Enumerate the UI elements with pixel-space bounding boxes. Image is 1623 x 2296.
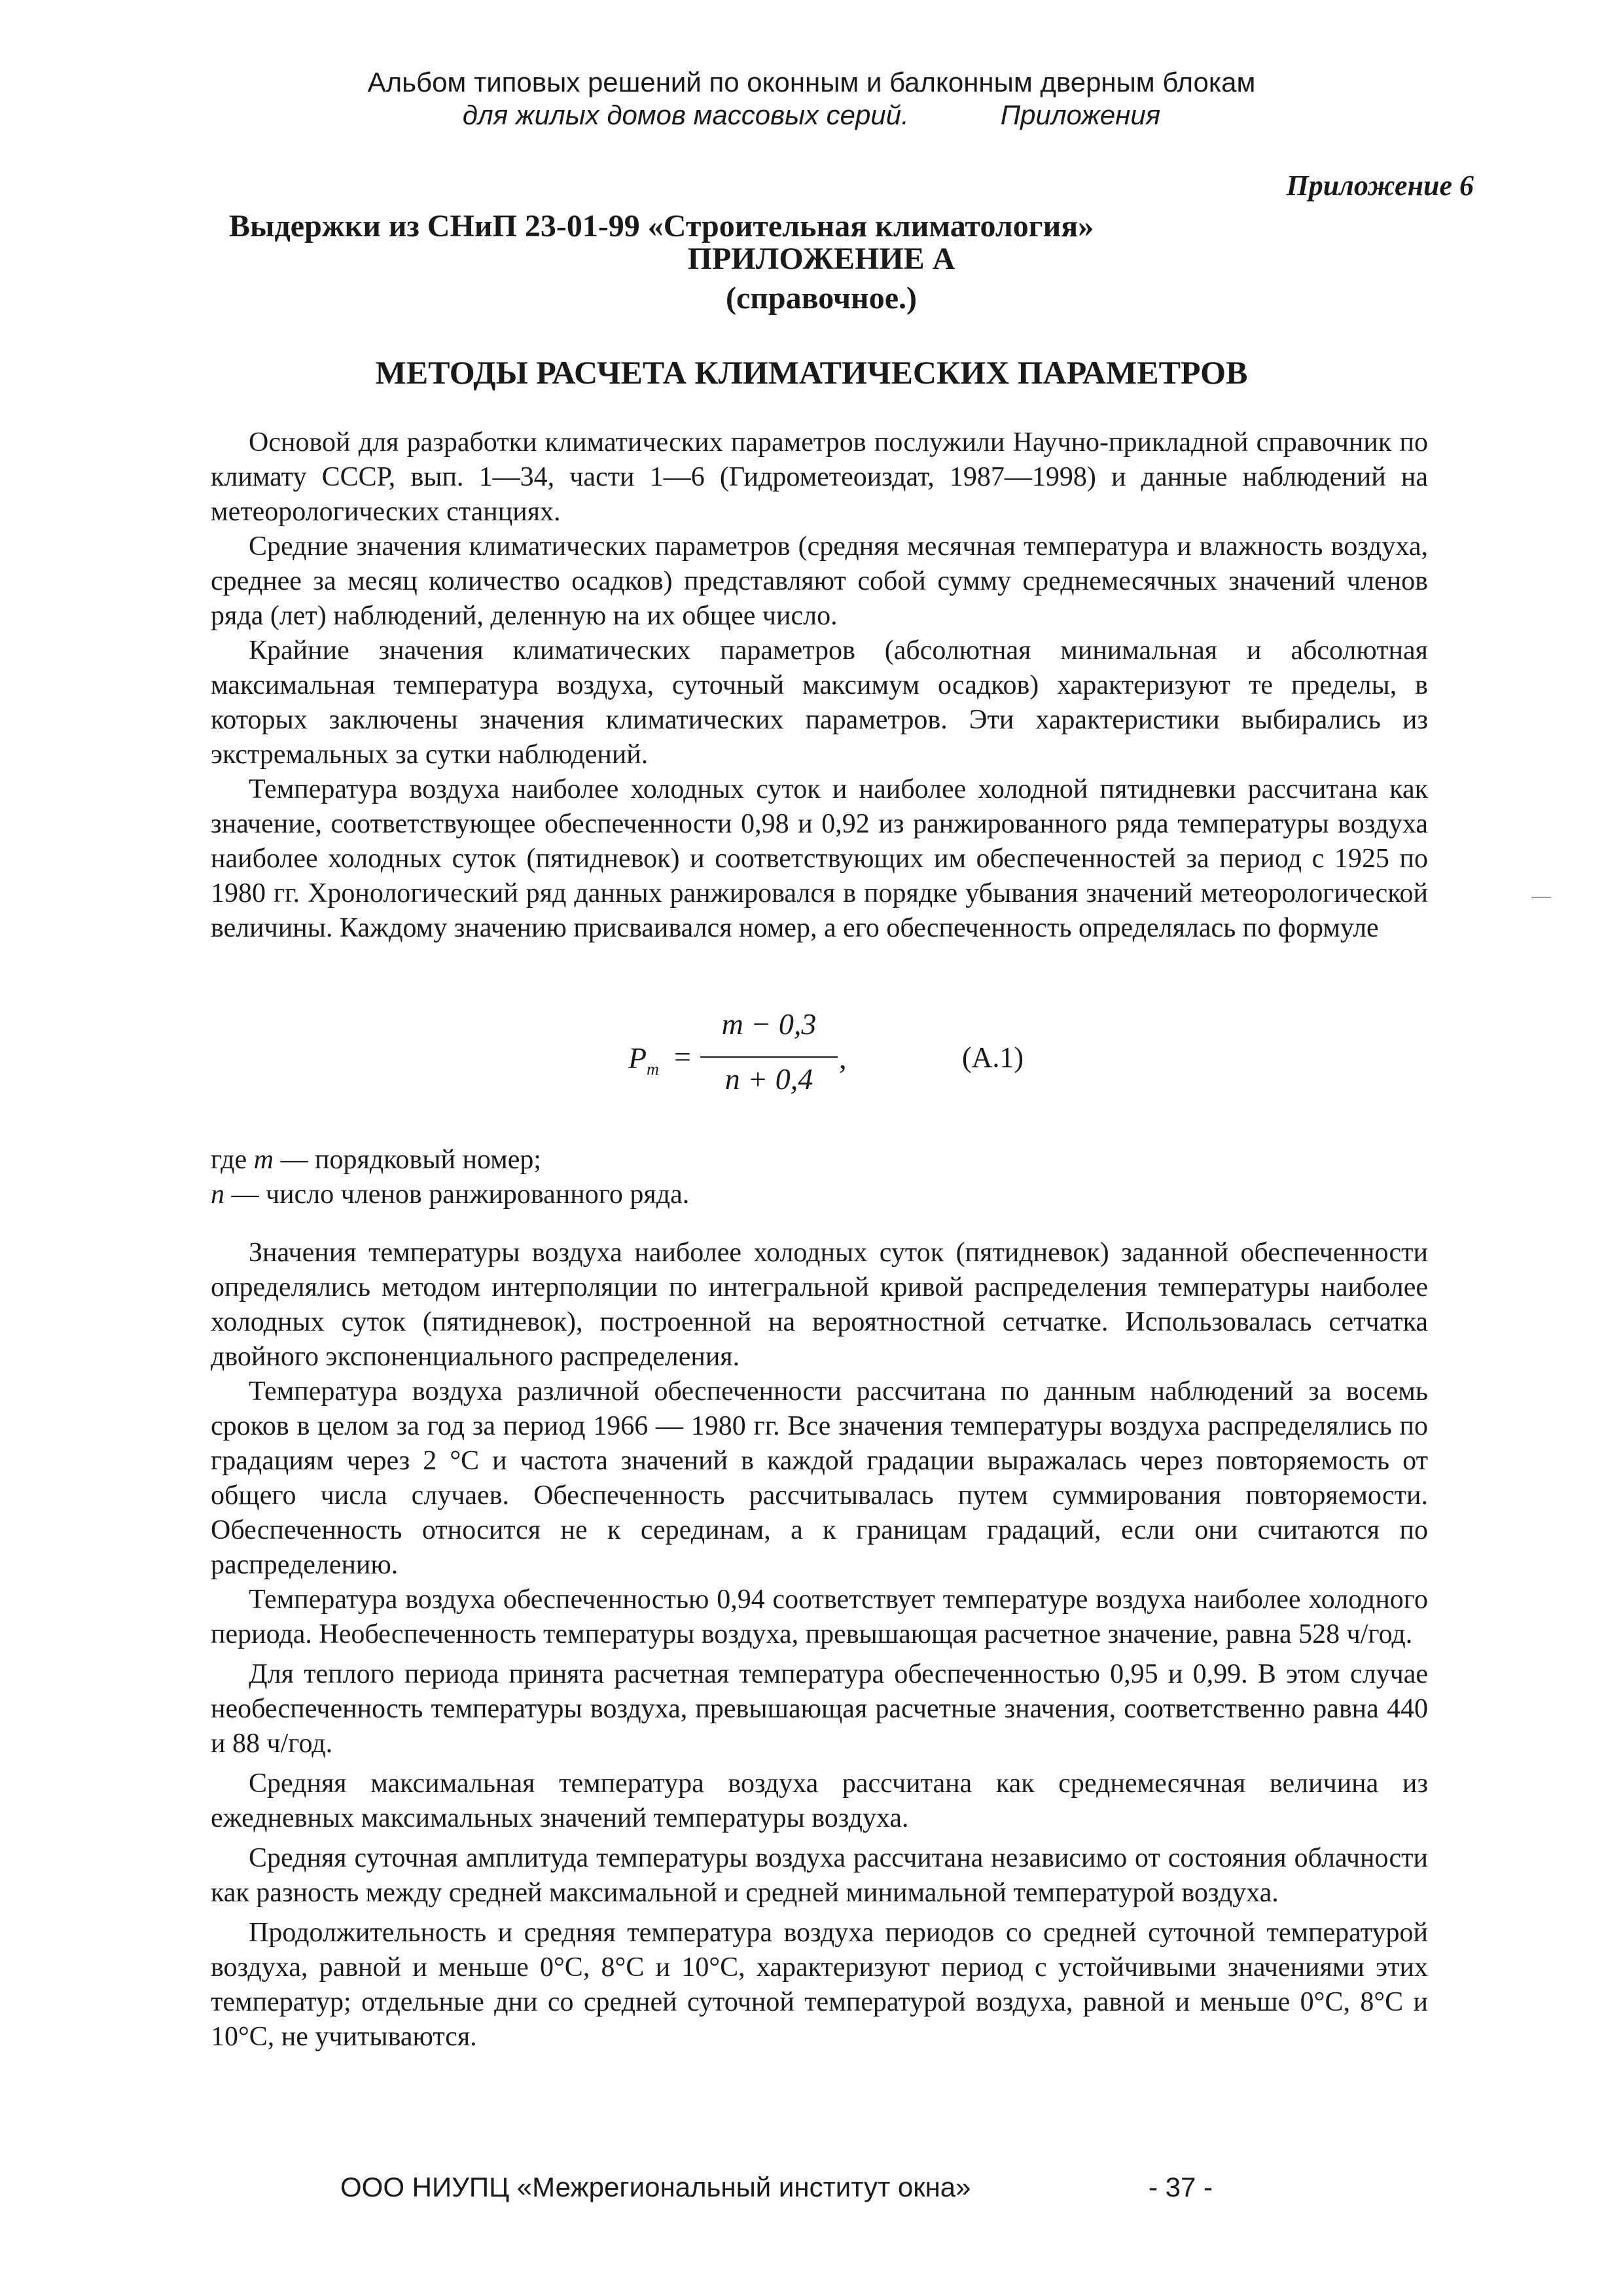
formula-a1 [609, 1007, 1132, 1118]
section-heading: МЕТОДЫ РАСЧЕТА КЛИМАТИЧЕСКИХ ПАРАМЕТРОВ [375, 354, 1248, 391]
page-number: - 37 - [1149, 2172, 1213, 2202]
paragraph: Продолжительность и средняя температура воздуха периодов со средней суточной температурой воздуха, равной и меньше 0°С, 8°С и 10°С, характеризуют период с устойчивыми значениями этих температур; отдельные дни со средней суточной температурой воздуха, равной и меньше 0°С, 8°С и 10°С, не учитываются. [211, 1918, 1428, 2052]
formula-number: (А.1) [962, 1041, 1024, 1073]
footer-organization: ООО НИУПЦ «Межрегиональный институт окна» [340, 2172, 971, 2202]
paragraph: Температура воздуха обеспеченностью 0,94 соответствует температуре воздуха наиболее холодного периода. Необеспеченность температуры воздуха, превышающая расчетное значение, равна 528 ч/год. [211, 1585, 1428, 1649]
formula-denominator: n + 0,4 [724, 1062, 813, 1096]
header-line-2 [0, 98, 1623, 132]
body-text-part-2 [211, 1236, 1428, 2054]
paragraph: Средние значения климатических параметров (средняя месячная температура и влажность воздуха, среднее за месяц количество осадков) представляют собой сумму среднемесячных значений членов ряда (лет) наблюдений, деленную на их общее число. [211, 531, 1428, 631]
legend-line-n: n — число членов ранжированного ряда. [211, 1179, 690, 1210]
header-line-1: Альбом типовых решений по оконным и балконным дверным блокам [367, 67, 1256, 98]
formula-legend [211, 1143, 689, 1212]
formula-comma: , [839, 1041, 847, 1075]
paragraph: Значения температуры воздуха наиболее холодных суток (пятидневок) заданной обеспеченности определялись методом интерполяции по интегральной кривой распределения температуры наиболее холодных суток (пятидневок), построенной на вероятностной сетчатке. Использовалась сетчатка двойного экспоненциального распределения. [211, 1238, 1428, 1372]
appendix-title: ПРИЛОЖЕНИЕ А [687, 242, 955, 276]
paragraph: Средняя максимальная температура воздуха рассчитана как среднемесячная величина из ежедневных максимальных значений температуры воздуха. [211, 1768, 1428, 1833]
appendix-subtitle: (справочное.) [725, 281, 917, 315]
formula-lhs: $P_m$ [628, 1041, 659, 1079]
header-section: Приложения [1000, 99, 1161, 130]
legend-line-m: где m — порядковый номер; [211, 1145, 542, 1175]
fraction-bar [700, 1056, 838, 1058]
formula-equals: = [674, 1040, 691, 1073]
paragraph: Основой для разработки климатических параметров послужили Научно-прикладной справочник по климату СССР, вып. 1—34, части 1—6 (Гидрометеоиздат, 1987—1998) и данные наблюдений на метеорологических станциях. [211, 427, 1428, 527]
scan-mark: — [1531, 885, 1551, 906]
paragraph: Крайние значения климатических параметров (абсолютная минимальная и абсолютная максимальная температура воздуха, суточный максимум осадков) характеризуют те пределы, в которых заключены значения климатических параметров. Эти характеристики выбирались из экстремальных за сутки наблюдений. [211, 636, 1428, 770]
document-excerpt-title: Выдержки из СНиП 23-01-99 «Строительная климатология» [229, 209, 1094, 243]
header-series: для жилых домов массовых серий. [462, 99, 909, 130]
paragraph: Температура воздуха наиболее холодных суток и наиболее холодной пятидневки рассчитана как значение, соответствующее обеспеченности 0,98 и 0,92 из ранжированного ряда температуры воздуха наиболее холодных суток (пятидневок) и соответствующих им обеспеченностей за период с 1925 по 1980 гг. Хронологический ряд данных ранжировался в порядке убывания значений метеорологической величины. Каждому значению присваивался номер, а его обеспеченность определялась по формуле [211, 774, 1428, 943]
paragraph: Для теплого периода принята расчетная температура обеспеченностью 0,95 и 0,99. В этом случае необеспеченность температуры воздуха, превышающая расчетные значения, соответственно равна 440 и 88 ч/год. [211, 1659, 1428, 1759]
paragraph: Средняя суточная амплитуда температуры воздуха рассчитана независимо от состояния облачности как разность между средней максимальной и средней минимальной температурой воздуха. [211, 1843, 1428, 1908]
appendix-label: Приложение 6 [1286, 170, 1474, 202]
paragraph: Температура воздуха различной обеспеченности рассчитана по данным наблюдений за восемь сроков в целом за год за период 1966 — 1980 гг. Все значения температуры воздуха распределялись по градациям через 2 °С и частота значений в каждой градации выражалась через повторяемость от общего числа случаев. Обеспеченность рассчитывалась путем суммирования повторяемости. Обеспеченность относится не к серединам, а к границам градаций, если они считаются по распределению. [211, 1376, 1428, 1580]
body-text-part-1 [211, 425, 1428, 946]
formula-numerator: m − 0,3 [721, 1007, 817, 1041]
